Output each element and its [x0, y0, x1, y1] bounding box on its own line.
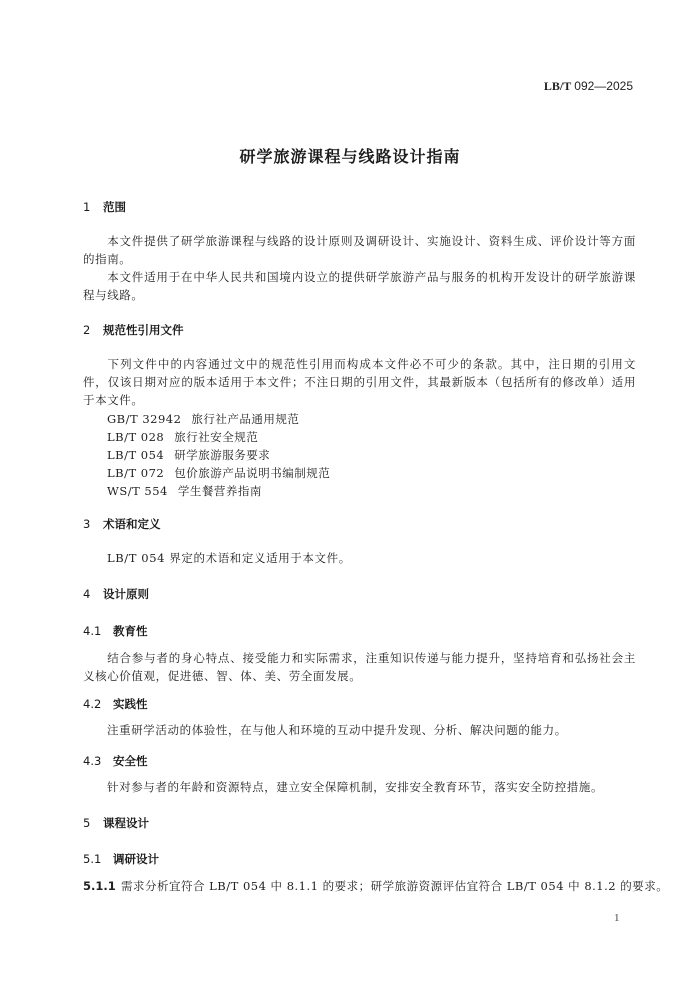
- standard-code-number: 092—2025: [574, 79, 633, 93]
- reference-item: [107, 429, 258, 445]
- section-2-heading: [83, 322, 184, 338]
- section-5-heading: [83, 815, 149, 831]
- section-3-paragraph: LB/T 054 界定的术语和定义适用于本文件。: [107, 551, 351, 565]
- standard-code-prefix: LB/T: [543, 79, 572, 93]
- reference-code: LB/T 054: [107, 448, 165, 462]
- section-title: 范围: [103, 200, 126, 214]
- section-title: 规范性引用文件: [103, 323, 184, 337]
- section-4-1-paragraph: 结合参与者的身心特点、接受能力和实际需求，注重知识传递与能力提升，坚持培育和弘扬社会主义核心价值观，促进德、智、体、美、劳全面发展。: [83, 651, 636, 683]
- reference-item: [107, 411, 299, 427]
- reference-code: WS/T 554: [107, 484, 168, 498]
- clause-text: 需求分析宜符合 LB/T 054 中 8.1.1 的要求；研学旅游资源评估宜符合 LB/T 054 中 8.1.2 的要求。: [121, 879, 669, 893]
- section-title: 实践性: [113, 697, 148, 711]
- section-number: 4.1: [83, 624, 102, 638]
- section-3-heading: [83, 516, 161, 532]
- reference-code: GB/T 32942: [107, 412, 182, 426]
- section-number: 5: [83, 816, 91, 830]
- section-1-heading: [83, 199, 126, 215]
- clause-5-1-1: [83, 878, 668, 894]
- reference-title: 旅行社产品通用规范: [191, 412, 300, 426]
- section-1-paragraph-1: 本文件提供了研学旅游课程与线路的设计原则及调研设计、实施设计、资料生成、评价设计等方面的指南。: [83, 234, 636, 266]
- reference-title: 包价旅游产品说明书编制规范: [174, 466, 331, 480]
- section-number: 5.1: [83, 852, 102, 866]
- reference-item: [107, 465, 330, 481]
- section-title: 课程设计: [103, 816, 149, 830]
- document-title: 研学旅游课程与线路设计指南: [239, 147, 461, 166]
- section-4-3-heading: [83, 753, 148, 769]
- section-title: 设计原则: [103, 587, 149, 601]
- section-4-3-paragraph: 针对参与者的年龄和资源特点，建立安全保障机制，安排安全教育环节，落实安全防控措施。: [107, 780, 604, 794]
- section-5-1-heading: [83, 851, 159, 867]
- reference-title: 研学旅游服务要求: [174, 448, 271, 462]
- section-number: 1: [83, 200, 91, 214]
- section-number: 3: [83, 517, 91, 531]
- section-number: 2: [83, 323, 91, 337]
- reference-title: 学生餐营养指南: [177, 484, 262, 498]
- reference-code: LB/T 072: [107, 466, 165, 480]
- clause-number: 5.1.1: [83, 879, 116, 893]
- page-number: 1: [614, 912, 620, 924]
- section-4-1-heading: [83, 623, 148, 639]
- section-1-paragraph-2: 本文件适用于在中华人民共和国境内设立的提供研学旅游产品与服务的机构开发设计的研学旅游课程与线路。: [83, 270, 636, 302]
- reference-title: 旅行社安全规范: [174, 430, 259, 444]
- section-4-2-heading: [83, 696, 148, 712]
- section-title: 术语和定义: [103, 517, 161, 531]
- section-title: 安全性: [113, 754, 148, 768]
- section-number: 4.3: [83, 754, 102, 768]
- reference-code: LB/T 028: [107, 430, 165, 444]
- section-4-heading: [83, 586, 149, 602]
- section-number: 4.2: [83, 697, 102, 711]
- reference-item: [107, 483, 262, 499]
- section-title: 教育性: [113, 624, 148, 638]
- section-number: 4: [83, 587, 91, 601]
- standard-code: [544, 79, 633, 94]
- section-2-paragraph: 下列文件中的内容通过文中的规范性引用而构成本文件必不可少的条款。其中，注日期的引用文件，仅该日期对应的版本适用于本文件；不注日期的引用文件，其最新版本（包括所有的修改单）适用于本文件。: [83, 357, 636, 407]
- section-title: 调研设计: [113, 852, 159, 866]
- reference-item: [107, 447, 270, 463]
- section-4-2-paragraph: 注重研学活动的体验性，在与他人和环境的互动中提升发现、分析、解决问题的能力。: [107, 723, 567, 737]
